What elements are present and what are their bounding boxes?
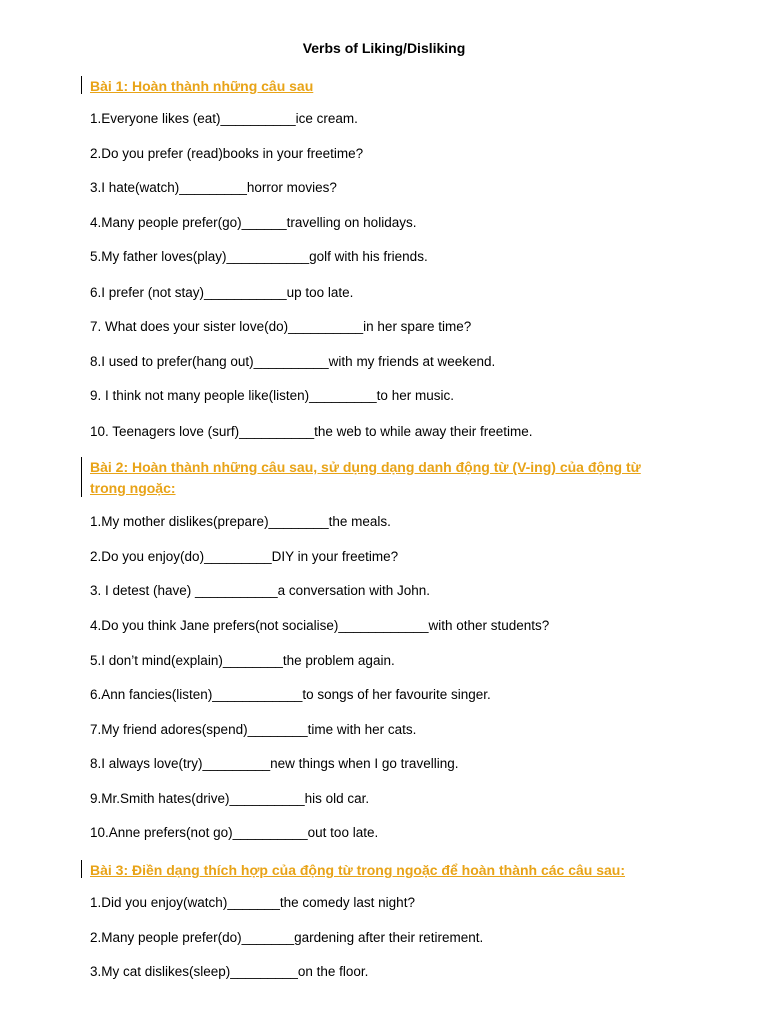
heading-marker bbox=[81, 76, 82, 94]
section-3-heading: Bài 3: Điền dạng thích hợp của động từ trong ngoặc để hoàn thành các câu sau: bbox=[90, 862, 626, 878]
exercise-2-item-7: 7.My friend adores(spend)________time with her cats. bbox=[90, 722, 417, 737]
exercise-1-item-10: 10. Teenagers love (surf)__________the web to while away their freetime. bbox=[90, 424, 533, 439]
page-title: Verbs of Liking/Disliking bbox=[302, 40, 466, 56]
exercise-1-item-3: 3.I hate(watch)_________horror movies? bbox=[90, 180, 337, 195]
exercise-1-item-7: 7. What does your sister love(do)__________in her spare time? bbox=[90, 319, 472, 334]
exercise-1-item-9: 9. I think not many people like(listen)_________to her music. bbox=[90, 388, 454, 403]
exercise-1-item-5: 5.My father loves(play)___________golf with his friends. bbox=[90, 249, 428, 264]
exercise-2-item-1: 1.My mother dislikes(prepare)________the meals. bbox=[90, 514, 391, 529]
exercise-2-item-6: 6.Ann fancies(listen)____________to songs of her favourite singer. bbox=[90, 687, 491, 702]
heading-marker bbox=[81, 457, 82, 497]
exercise-2-item-10: 10.Anne prefers(not go)__________out too late. bbox=[90, 825, 379, 840]
section-2-heading: Bài 2: Hoàn thành những câu sau, sử dụng dạng danh động từ (V-ing) của động từ trong ngoặc: bbox=[90, 459, 641, 496]
exercise-2-item-8: 8.I always love(try)_________new things when I go travelling. bbox=[90, 756, 459, 771]
exercise-3-item-1: 1.Did you enjoy(watch)_______the comedy last night? bbox=[90, 895, 415, 910]
exercise-2-item-3: 3. I detest (have) ___________a conversation with John. bbox=[90, 583, 430, 598]
exercise-2-item-9: 9.Mr.Smith hates(drive)__________his old car. bbox=[90, 791, 370, 806]
section-1-heading: Bài 1: Hoàn thành những câu sau bbox=[90, 78, 314, 94]
exercise-3-item-3: 3.My cat dislikes(sleep)_________on the floor. bbox=[90, 964, 369, 979]
exercise-2-item-4: 4.Do you think Jane prefers(not socialise)____________with other students? bbox=[90, 618, 550, 633]
exercise-1-item-4: 4.Many people prefer(go)______travelling on holidays. bbox=[90, 215, 417, 230]
exercise-1-item-8: 8.I used to prefer(hang out)__________with my friends at weekend. bbox=[90, 354, 496, 369]
exercise-1-item-1: 1.Everyone likes (eat)__________ice cream. bbox=[90, 111, 358, 126]
exercise-2-item-2: 2.Do you enjoy(do)_________DIY in your freetime? bbox=[90, 549, 399, 564]
exercise-1-item-6: 6.I prefer (not stay)___________up too late. bbox=[90, 285, 354, 300]
exercise-2-item-5: 5.I don’t mind(explain)________the problem again. bbox=[90, 653, 395, 668]
heading-marker bbox=[81, 860, 82, 878]
exercise-3-item-2: 2.Many people prefer(do)_______gardening after their retirement. bbox=[90, 930, 484, 945]
exercise-1-item-2: 2.Do you prefer (read)books in your freetime? bbox=[90, 146, 364, 161]
